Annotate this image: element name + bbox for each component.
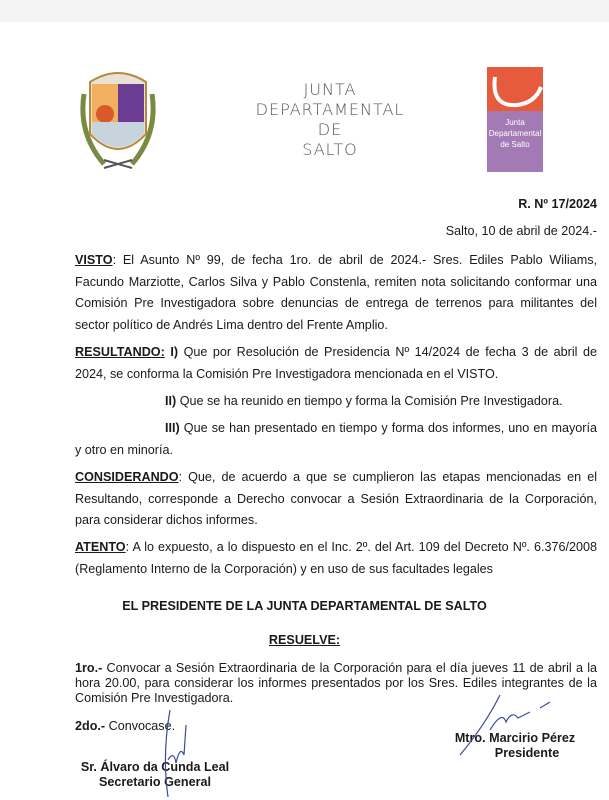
- item-1-text: Convocar a Sesión Extraordinaria de la Corporación para el día jueves 11 de abril a la hora 20.00, para considerar los informes presentados por los Sres. Ediles integrantes de la Comisión Pre Investigadora.: [75, 661, 597, 705]
- resultando-3-text: Que se han presentado en tiempo y forma dos informes, uno en mayoría y otro en minoría.: [75, 421, 597, 457]
- secretary-role: Secretario General: [98, 775, 211, 789]
- item-1-number: 1ro.-: [75, 661, 103, 675]
- junta-logo: [487, 67, 543, 172]
- title-line: JUNTA: [303, 80, 357, 99]
- resolution-number: R. Nº 17/2024: [518, 197, 597, 211]
- resultando-2-paragraph: [165, 391, 597, 413]
- title-line: SALTO: [302, 140, 358, 159]
- resultando-1-number: I): [170, 345, 179, 359]
- resuelve-heading: RESUELVE:: [268, 633, 341, 647]
- resultando-paragraph: [75, 342, 597, 385]
- item-2-number: 2do.-: [75, 719, 106, 733]
- resultando-3-number: III): [165, 421, 180, 435]
- top-bar: [0, 0, 609, 22]
- atento-label: ATENTO: [75, 540, 126, 554]
- considerando-paragraph: [75, 467, 597, 532]
- considerando-text: : Que, de acuerdo a que se cumplieron las etapas mencionadas en el Resultando, corresponde a Derecho convocar a Sesión Extraordinaria de la Corporación, para considerar dichos informes.: [75, 470, 597, 527]
- logo-text: de Salto: [500, 140, 530, 149]
- visto-paragraph: [75, 250, 597, 336]
- visto-text: : El Asunto Nº 99, de fecha 1ro. de abril de 2024.- Sres. Ediles Pablo Wiliams, Facundo Marziotte, Carlos Silva y Pablo Constenla, remiten nota solicitando conformar una Comisión Pre Investigadora sobre denuncias de entrega de terrenos para militantes del sector político de Andrés Lima dentro del Frente Amplio.: [75, 253, 597, 332]
- title-line: DEPARTAMENTAL: [255, 100, 405, 119]
- item-2-text: Convocase.: [105, 719, 176, 733]
- president-handwritten-signature-icon: [450, 690, 560, 760]
- title-line: DE: [317, 120, 343, 139]
- secretary-name: Sr. Álvaro da Cunda Leal: [80, 760, 230, 774]
- logo-text: Departamental: [488, 129, 542, 138]
- resultando-2-text: Que se ha reunido en tiempo y forma la Comisión Pre Investigadora.: [176, 394, 563, 408]
- institution-title: [215, 80, 445, 160]
- secretary-handwritten-signature-icon: [150, 705, 190, 800]
- considerando-label: CONSIDERANDO: [75, 470, 179, 484]
- document-date: Salto, 10 de abril de 2024.-: [445, 224, 597, 238]
- president-role: Presidente: [494, 746, 560, 760]
- resultando-label: RESULTANDO:: [75, 345, 165, 359]
- coat-of-arms-icon: [74, 64, 162, 176]
- atento-text: : A lo expuesto, a lo dispuesto en el Inc. 2º. del Art. 109 del Decreto Nº. 6.376/2008 (Reglamento Interno de la Corporación) y en uso de sus facultades legales: [75, 540, 597, 576]
- logo-text: Junta: [505, 118, 525, 127]
- resultando-2-number: II): [165, 394, 177, 408]
- visto-label: VISTO: [75, 253, 113, 267]
- president-name: Mtro. Marcirio Pérez: [454, 731, 576, 745]
- atento-paragraph: [75, 537, 597, 580]
- resultando-1-text: Que por Resolución de Presidencia Nº 14/2024 de fecha 3 de abril de 2024, se conforma la Comisión Pre Investigadora mencionada en el VISTO.: [75, 345, 597, 381]
- president-heading: EL PRESIDENTE DE LA JUNTA DEPARTAMENTAL DE SALTO: [122, 599, 487, 613]
- resultando-3-paragraph: [75, 418, 597, 461]
